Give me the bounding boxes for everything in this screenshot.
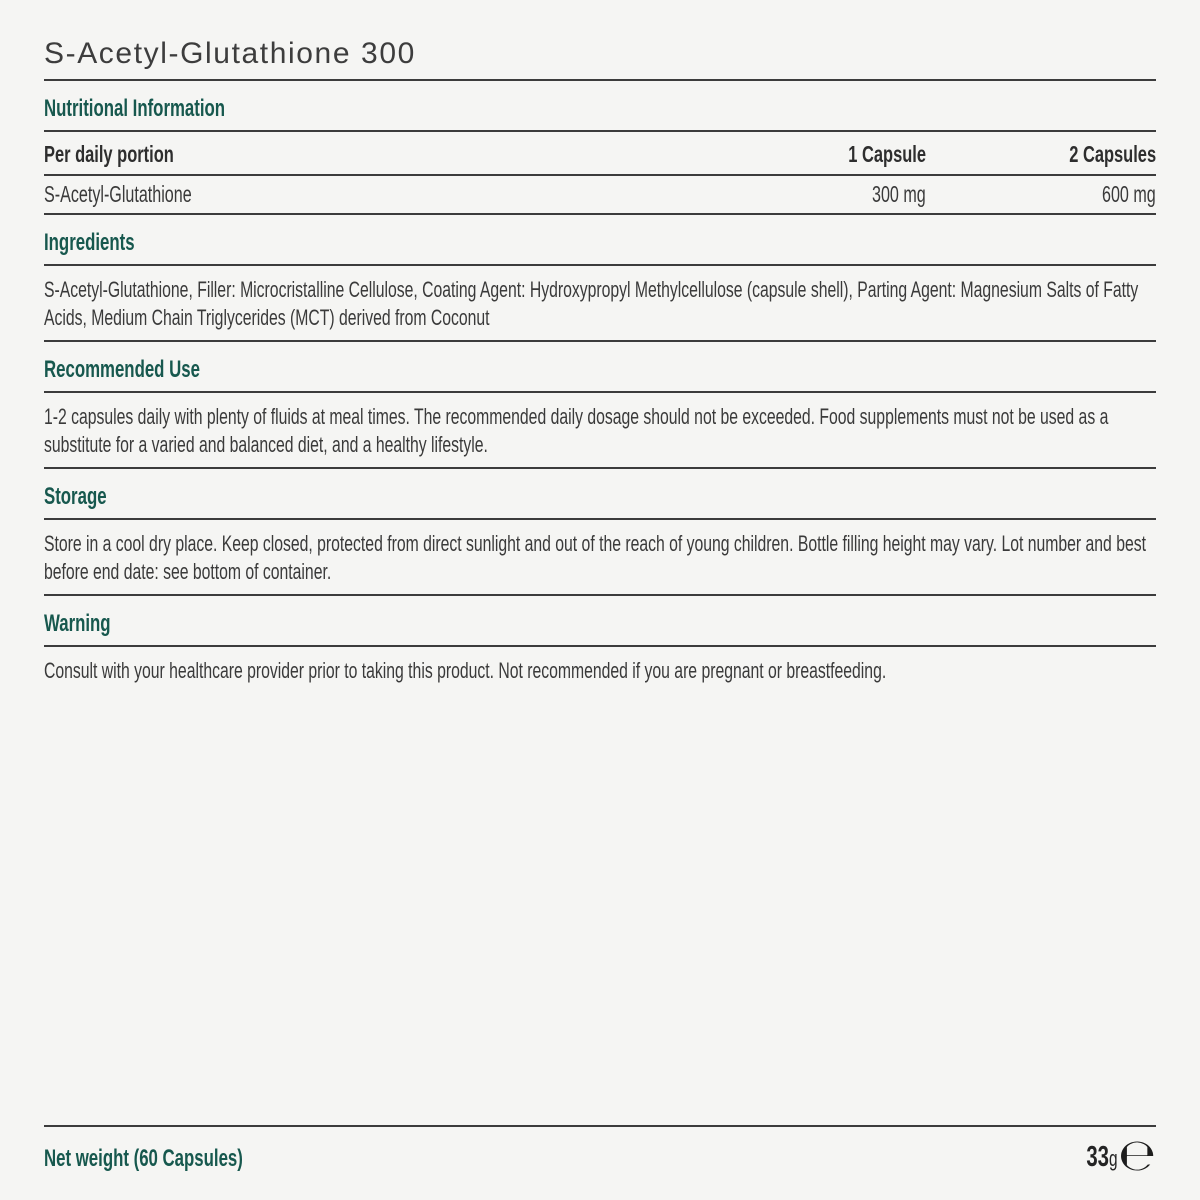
divider-under-recommended-use-heading: [44, 391, 1156, 393]
divider-under-warning-heading: [44, 645, 1156, 647]
nutrient-name-cell: [44, 180, 696, 208]
nutrient-amount-2-capsules: 600 mg: [1102, 181, 1156, 207]
warning-text: Consult with your healthcare provider prior to taking this product. Not recommended if you are pregnant or breastfeeding.: [44, 658, 887, 683]
divider-under-ingredients-heading: [44, 264, 1156, 266]
divider-above-footer: [44, 1125, 1156, 1127]
nutrition-heading: [44, 94, 1156, 124]
divider-under-storage-heading: [44, 518, 1156, 520]
recommended-use-heading-text: Recommended Use: [44, 356, 200, 383]
two-capsules-label: 2 Capsules: [1069, 141, 1156, 167]
divider-under-table-header: [44, 174, 1156, 176]
ingredients-paragraph: [44, 276, 1156, 332]
per-daily-portion-label: Per daily portion: [44, 141, 174, 167]
one-capsule-label: 1 Capsule: [848, 141, 926, 167]
nutrient-amount-1-capsule: 300 mg: [872, 181, 926, 207]
storage-heading-text: Storage: [44, 483, 107, 510]
ingredients-heading-text: Ingredients: [44, 229, 135, 256]
nutrition-table-row: [44, 180, 1156, 208]
net-weight-value-group: 33g℮: [1086, 1130, 1156, 1181]
warning-heading-text: Warning: [44, 610, 111, 637]
ingredients-text: S-Acetyl-Glutathione, Filler: Microcristalline Cellulose, Coating Agent: Hydroxypropyl Methylcellulose (capsule shell), Parting Agent: Magnesium Salts of Fatty Acids, Medium Chain Triglycerides (MCT) derived from Coconut: [44, 277, 1139, 330]
net-weight-label: Net weight (60 Capsules): [44, 1145, 243, 1172]
nutrient-amount-1-capsule-cell: [696, 180, 926, 208]
net-weight-value: 33: [1086, 1141, 1109, 1173]
empty-space: [44, 693, 1156, 1125]
nutrition-col-1-capsule: [696, 140, 926, 169]
recommended-use-paragraph: [44, 403, 1156, 459]
ingredients-heading: [44, 228, 1156, 258]
recommended-use-text: 1-2 capsules daily with plenty of fluids at meal times. The recommended daily dosage should not be exceeded. Food supplements must not be used as a substitute for a varied and balanced diet, and a healthy lifestyle.: [44, 404, 1109, 457]
net-weight-value-wrap: [1086, 1141, 1117, 1174]
product-title: S-Acetyl-Glutathione 300: [44, 37, 416, 70]
divider-under-table-row: [44, 213, 1156, 215]
divider-under-title: [44, 79, 1156, 81]
nutrition-col-2-capsules: [926, 140, 1156, 169]
recommended-use-heading: [44, 355, 1156, 385]
net-weight-label-wrap: [44, 1142, 328, 1176]
nutrient-amount-2-capsules-cell: [926, 180, 1156, 208]
warning-heading: [44, 609, 1156, 639]
storage-paragraph: [44, 530, 1156, 586]
warning-paragraph: [44, 657, 1156, 685]
nutrition-col-per-daily-portion: [44, 140, 696, 169]
divider-under-ingredients: [44, 340, 1156, 342]
footer-row: [44, 1130, 1156, 1181]
nutrient-name: S-Acetyl-Glutathione: [44, 181, 192, 207]
divider-under-storage: [44, 594, 1156, 596]
divider-under-nutrition-heading: [44, 130, 1156, 132]
storage-text: Store in a cool dry place. Keep closed, protected from direct sunlight and out of the reach of young children. Bottle filling height may vary. Lot number and best before end date: see bottom of container.: [44, 531, 1146, 584]
nutrition-heading-text: Nutritional Information: [44, 95, 226, 122]
net-weight-unit: g: [1108, 1146, 1118, 1171]
divider-under-recommended-use: [44, 467, 1156, 469]
nutrition-table-header-row: [44, 140, 1156, 169]
storage-heading: [44, 482, 1156, 512]
